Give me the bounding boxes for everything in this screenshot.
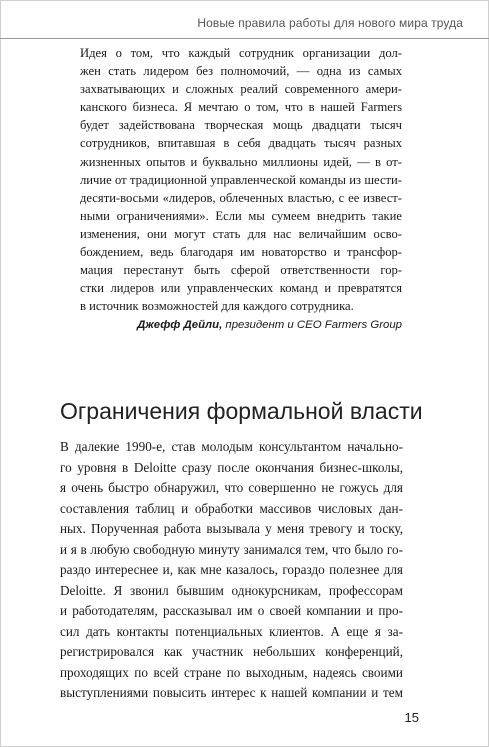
quote-attribution [80,317,402,333]
body-line: регистрировался как участник небольших конференций, [60,644,403,659]
body-line: го уровня в Deloitte сразу после окончания бизнес-школы, [60,459,403,475]
body-line: я очень быстро обнаружил, что совершенно не гожусь для [60,480,403,495]
quote-line: десяти-восьми «лидеров, облеченных властью, с ее извест- [80,190,402,205]
quote-line: будет задействована творческая мощь двадцати тысяч [80,118,402,133]
section-heading: Ограничения формальной власти [60,398,423,424]
body-line: и работодателям, рассказывал им о своей компании и про- [60,603,403,618]
body-line: раздо интереснее и, как мне казалось, гораздо полезнее для [60,562,403,577]
body-line: В далекие 1990-е, став молодым консультантом начально- [60,439,403,454]
quote-author-role: президент и CEO Farmers Group [222,319,402,332]
body-line: выступлениями повысить интерес к нашей компании и тем [60,685,403,700]
quote-line: захватывающих и сложных реалий современного амери- [80,82,402,97]
quote-line: личие от традиционной управленческой команды из шести- [80,172,402,187]
body-line: проходящих по всей стране по выходным, надеясь своими [60,664,403,680]
quote-line: мация перестанут быть сферой ответственности гор- [80,263,402,278]
epigraph-quote [80,44,402,333]
quote-line: стки лидеров или управленческих команд и превратятся [80,281,402,296]
body-line: сил дать контакты потенциальных клиентов. А еще я за- [60,623,403,639]
running-header: Новые правила работы для нового мира труда [197,16,463,30]
quote-line: ными ограничениями». Если мы сумеем внедрить такие [80,208,402,223]
quote-line: изменения, они могут стать для нас величайшим осво- [80,226,402,241]
quote-line: бождением, ведь благодаря им новаторство и трансфор- [80,245,402,260]
body-line: составления таблиц и обработки массивов числовых дан- [60,500,403,516]
section-body [60,437,403,704]
quote-line: жизненных опытов и буквально миллионы идей, — в от- [80,154,402,169]
quote-line: Идея о том, что каждый сотрудник организации дол- [80,46,402,60]
body-line: Deloitte. Я звонил бывшим однокурсникам, профессорам [60,582,403,598]
quote-line: сотрудников, впитавшая в себя двадцать тысяч разных [80,136,402,151]
quote-author: Джефф Дейли, [137,319,223,332]
page-number: 15 [404,710,419,725]
body-line: и я в любую свободную минуту занимался тем, что было го- [60,541,403,557]
header-rule [0,38,489,39]
body-line: ных. Порученная работа вызывала у меня тревогу и тоску, [60,521,403,536]
quote-line: жен стать лидером без полномочий, — одна из самых [80,64,402,79]
quote-line: канского бизнеса. Я мечтаю о том, что в нашей Farmers [80,100,402,115]
quote-line: в источник возможностей для каждого сотрудника. [80,299,354,314]
